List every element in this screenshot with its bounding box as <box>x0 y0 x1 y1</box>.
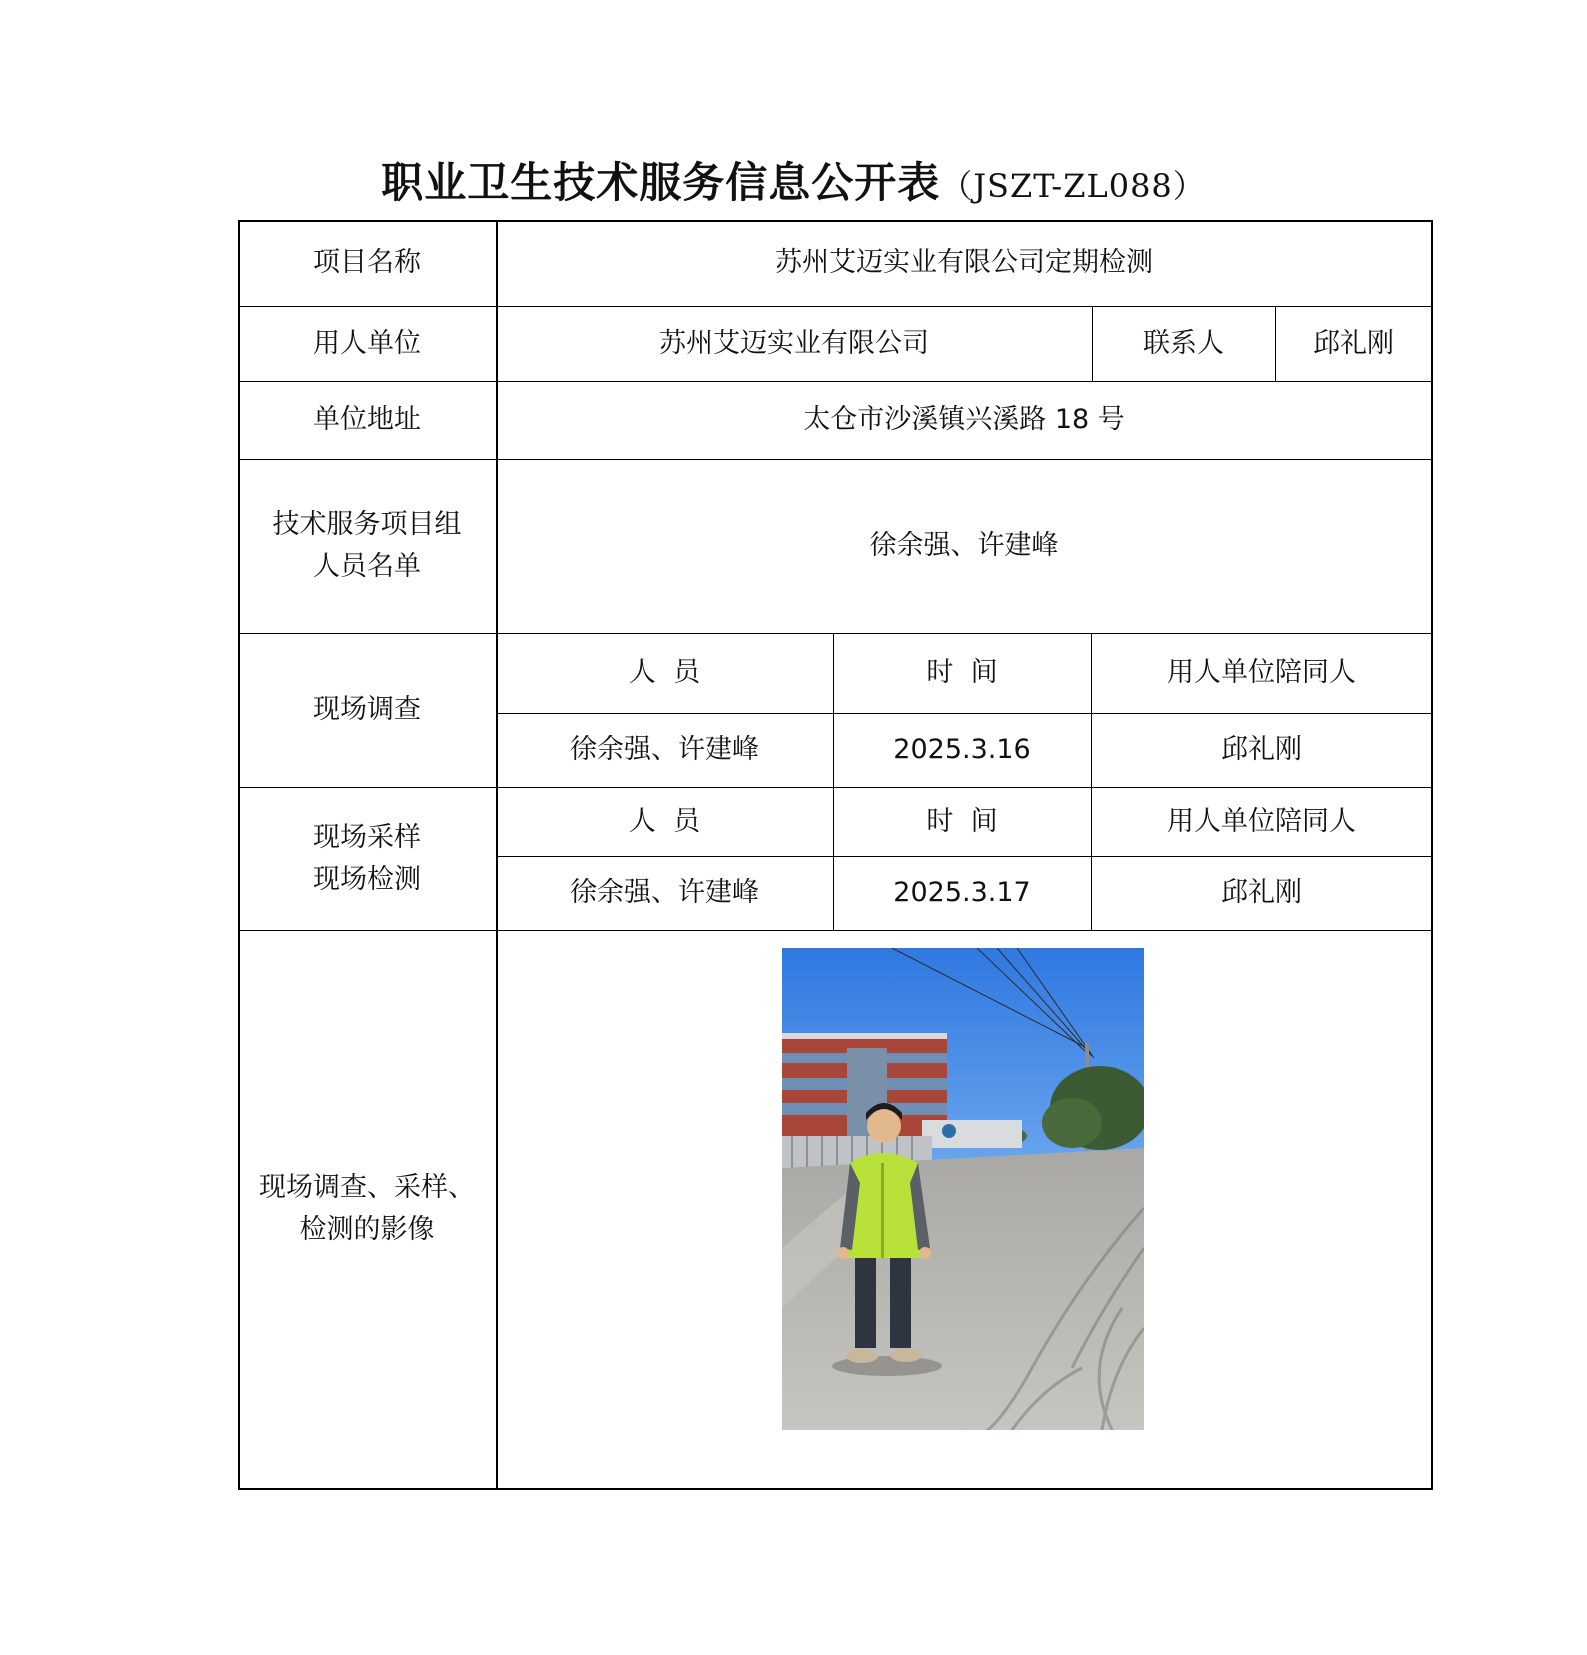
survey-time: 2025.3.16 <box>893 734 1031 765</box>
team-label-line2: 人员名单 <box>313 551 421 582</box>
team-label <box>238 459 496 633</box>
team-label-line1: 技术服务项目组 <box>272 509 462 540</box>
sampling-header-time: 时 间 <box>926 805 998 837</box>
road <box>782 1148 1144 1430</box>
sampling-personnel: 徐余强、许建峰 <box>570 877 759 908</box>
survey-header-personnel: 人 员 <box>628 657 701 688</box>
sampling-time: 2025.3.17 <box>893 877 1031 908</box>
company-sign <box>922 1120 1022 1148</box>
person-leg-left <box>855 1253 876 1348</box>
document-title <box>0 150 1587 210</box>
person-leg-right <box>890 1253 911 1348</box>
survey-personnel: 徐余强、许建峰 <box>570 734 759 765</box>
sampling-escort: 邱礼刚 <box>1221 877 1302 908</box>
images-label <box>238 930 496 1488</box>
employer-value: 苏州艾迈实业有限公司 <box>659 327 929 359</box>
title-main: 职业卫生技术服务信息公开表 <box>381 158 941 207</box>
title-code: （JSZT-ZL088） <box>940 167 1206 205</box>
survey-header-escort: 用人单位陪同人 <box>1167 657 1356 688</box>
contact-label: 联系人 <box>1143 327 1224 359</box>
site-photo <box>782 948 1144 1430</box>
sampling-label-line1: 现场采样 <box>313 821 421 853</box>
survey-header-time: 时 间 <box>926 657 998 688</box>
sampling-label <box>238 787 496 930</box>
sampling-label-line2: 现场检测 <box>313 863 421 895</box>
team-value: 徐余强、许建峰 <box>869 530 1059 561</box>
employer-label: 用人单位 <box>313 327 421 359</box>
survey-escort: 邱礼刚 <box>1221 734 1302 765</box>
project-name-label: 项目名称 <box>313 247 421 278</box>
sampling-header-escort: 用人单位陪同人 <box>1167 805 1356 837</box>
project-name-value: 苏州艾迈实业有限公司定期检测 <box>775 247 1153 278</box>
images-label-line2: 检测的影像 <box>299 1214 435 1245</box>
contact-value: 邱礼刚 <box>1313 327 1394 359</box>
images-label-line1: 现场调查、采样、 <box>259 1172 475 1203</box>
survey-label: 现场调查 <box>313 694 421 725</box>
address-value: 太仓市沙溪镇兴溪路 18 号 <box>803 404 1125 435</box>
sampling-header-personnel: 人 员 <box>628 805 701 837</box>
person-head <box>867 1109 901 1143</box>
address-label: 单位地址 <box>313 404 421 435</box>
